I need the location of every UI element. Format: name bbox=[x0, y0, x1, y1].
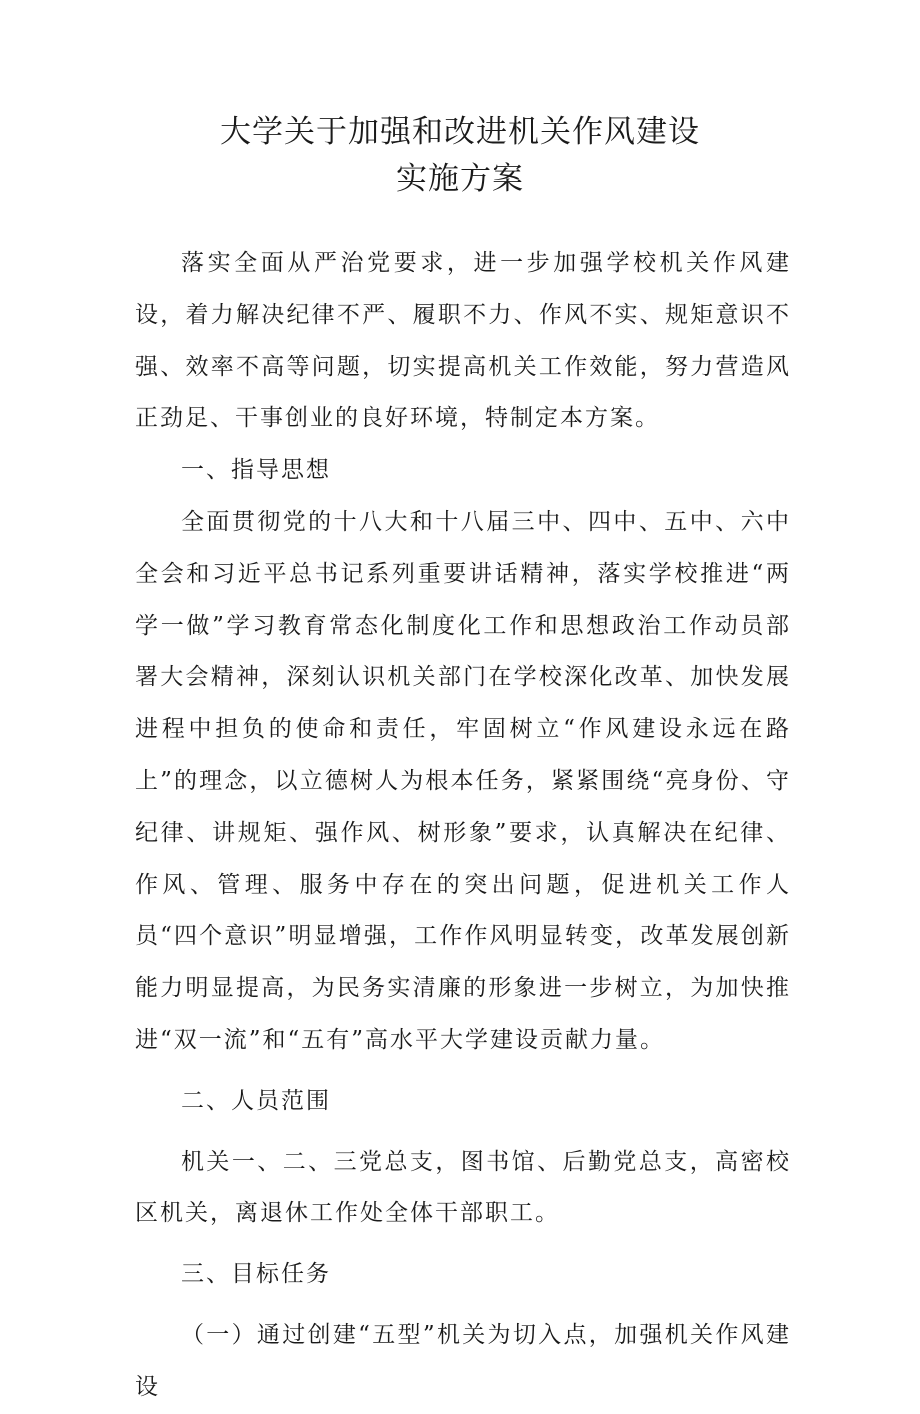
paragraph-gap bbox=[135, 1128, 791, 1137]
document-title-line1: 大学关于加强和改进机关作风建设 bbox=[220, 114, 700, 150]
personnel-scope-paragraph: 机关一、二、三党总支，图书馆、后勤党总支，高密校区机关，离退休工作处全体干部职工。 bbox=[135, 1148, 791, 1227]
section-heading-goals-tasks: 三、目标任务 bbox=[181, 1261, 331, 1288]
guiding-ideology-paragraph: 全面贯彻党的十八大和十八届三中、四中、五中、六中全会和习近平总书记系列重要讲话精神，落实学校推进“两学一做”学习教育常态化制度化工作和思想政治工作动员部署大会精神，深刻认识机关部门在学校深化改革、加快发展进程中担负的使命和责任，牢固树立“作风建设永远在路上”的理念，以立德树人为根本任务，紧紧围绕“亮身份、守纪律、讲规矩、强作风、树形象”要求，认真解决在纪律、作风、管理、服务中存在的突出问题，促进机关工作人员“四个意识”明显增强，工作作风明显转变，改革发展创新能力明显提高，为民务实清廉的形象进一步树立，为加快推进“双一流”和“五有”高水平大学建设贡献力量。 bbox=[135, 508, 791, 1053]
document-title-line2: 实施方案 bbox=[396, 161, 524, 197]
paragraph-gap bbox=[135, 1240, 791, 1249]
goals-subsection-1: （一）通过创建“五型”机关为切入点，加强机关作风建设 bbox=[135, 1321, 791, 1400]
section-heading-personnel-scope: 二、人员范围 bbox=[181, 1087, 331, 1114]
intro-paragraph: 落实全面从严治党要求，进一步加强学校机关作风建设，着力解决纪律不严、履职不力、作风不实、规矩意识不强、效率不高等问题，切实提高机关工作效能，努力营造风正劲足、干事创业的良好环境，特制定本方案。 bbox=[135, 250, 791, 432]
paragraph-gap bbox=[135, 1067, 791, 1076]
section-heading-guiding-ideology: 一、指导思想 bbox=[181, 457, 331, 484]
document-body bbox=[135, 238, 791, 1414]
